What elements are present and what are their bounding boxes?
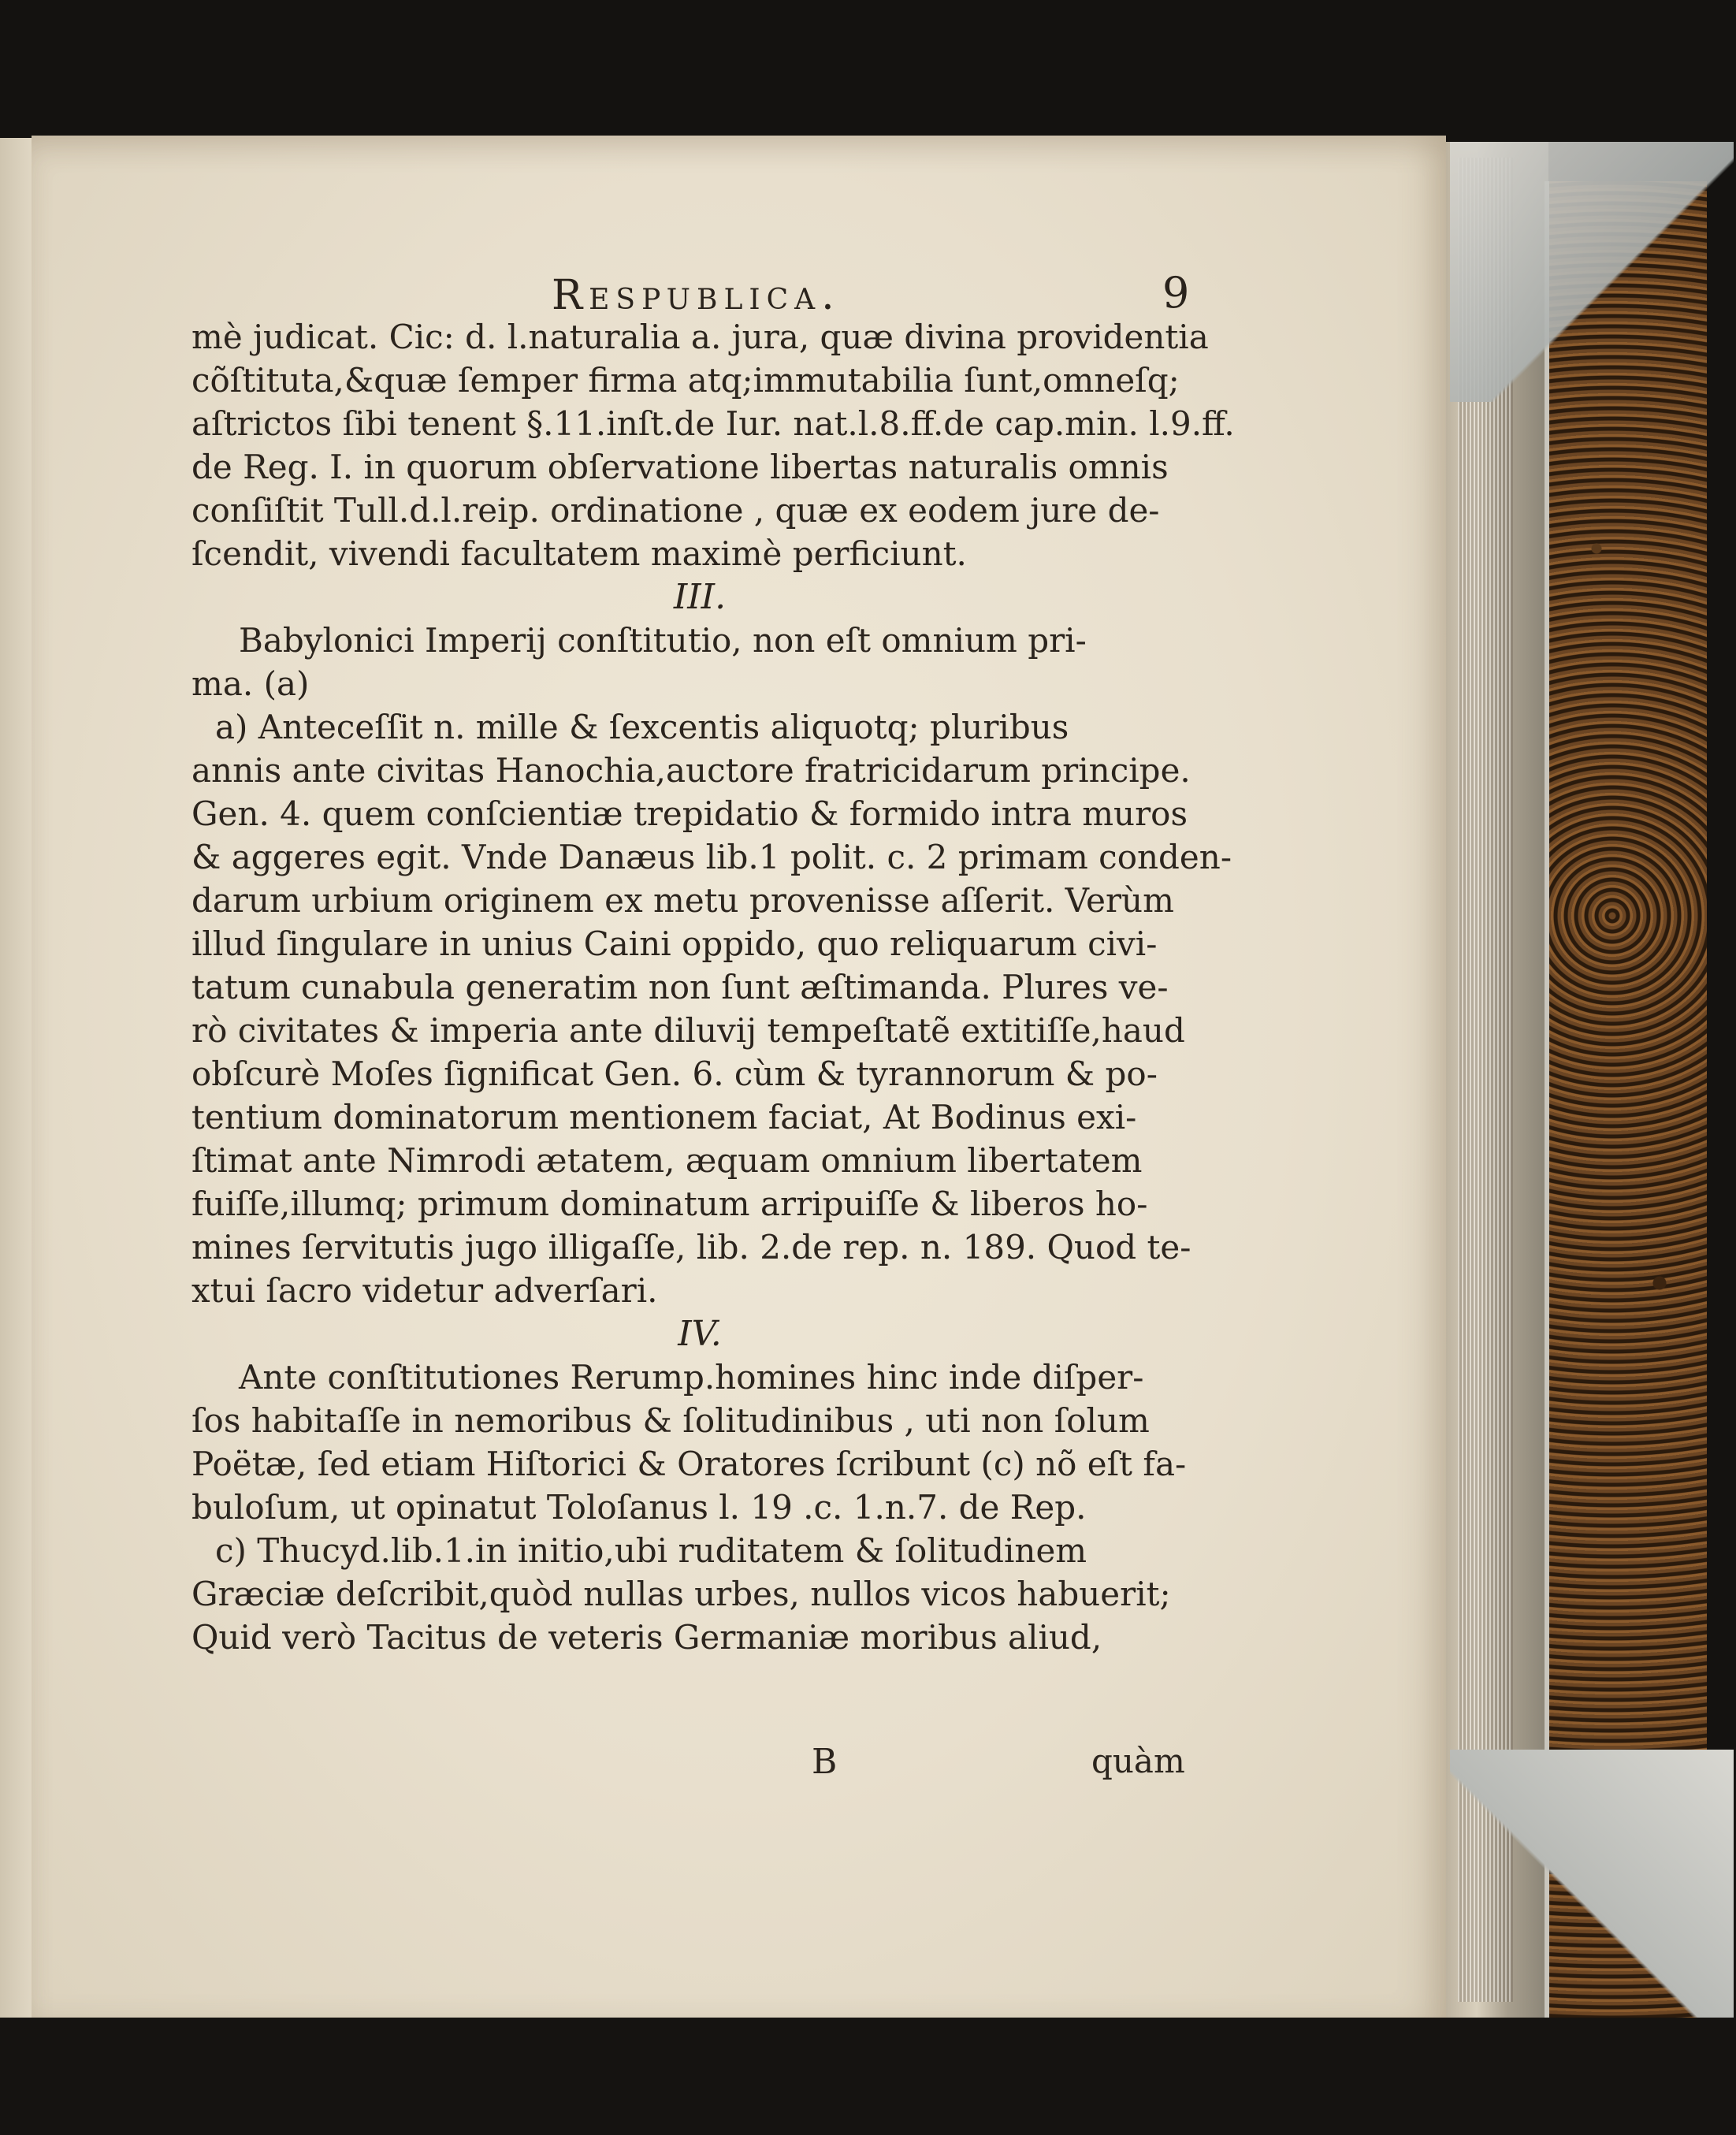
text-line: buloſum, ut opinatut Toloſanus l. 19 .c. 1.n.7. de Rep. [191,1488,1087,1527]
text-line: ſcendit, vivendi facultatem maximè perficiunt. [191,534,967,573]
note-line: xtui ſacro videtur adverſari. [191,1271,658,1310]
text-line: Babylonici Imperij conſtitutio, non eſt omnium pri- [239,621,1087,660]
note-line: fuiſſe,illumq; primum dominatum arripuiſſe & liberos ho- [191,1185,1148,1223]
text-line: Ante conſtitutiones Rerump.homines hinc inde diſper- [239,1358,1144,1397]
running-title: Respublica. [552,272,841,319]
note-line: illud ſingulare in unius Caini oppido, quo reliquarum civi- [191,924,1158,963]
text-line: ſos habitaſſe in nemoribus & ſolitudinibus , uti non ſolum [191,1401,1150,1440]
page-edge-lines [1458,158,1513,2002]
note-line: & aggeres egit. Vnde Danæus lib.1 polit. c. 2 primam conden- [191,838,1232,876]
note-line: a) Anteceſſit n. mille & ſexcentis aliquotq; pluribus [215,708,1069,746]
text-line: de Reg. I. in quorum obſervatione libertas naturalis omnis [191,448,1169,486]
bottom-shadow [0,2018,1736,2135]
page-text [191,315,1235,1659]
signature-mark: B [812,1742,838,1782]
marbled-cover [1545,181,1707,2018]
section-heading-iv: IV. [678,1314,722,1354]
note-line: obſcurè Moſes ſignificat Gen. 6. cùm & tyrannorum & po- [191,1054,1158,1093]
catchword: quàm [1091,1742,1185,1780]
text-line: ma. (a) [191,664,310,703]
note-line: Quid verò Tacitus de veteris Germaniæ moribus aliud, [191,1618,1102,1657]
note-line: mines ſervitutis jugo illigaſſe, lib. 2.de rep. n. 189. Quod te- [191,1228,1191,1266]
note-line: tatum cunabula generatim non ſunt æſtimanda. Plures ve- [191,968,1169,1006]
note-line: ſtimat ante Nimrodi ætatem, æquam omnium libertatem [191,1141,1143,1180]
text-line: mè judicat. Cic: d. l.naturalia a. jura, quæ divina providentia [191,318,1209,356]
note-line: c) Thucyd.lib.1.in initio,ubi ruditatem & ſolitudinem [215,1531,1087,1570]
text-line: conſiſtit Tull.d.l.reip. ordinatione , quæ ex eodem jure de- [191,491,1160,530]
page-number: 9 [1162,268,1190,318]
note-line: darum urbium originem ex metu provenisse aſſerit. Verùm [191,881,1174,920]
note-line: tentium dominatorum mentionem faciat, At Bodinus exi- [191,1098,1137,1136]
note-line: annis ante civitas Hanochia,auctore fratricidarum principe. [191,751,1191,790]
text-line: cõſtituta,&quæ ſemper firma atq;immutabilia ſunt,omneſq; [191,361,1180,400]
cover-corner-top [1450,142,1734,402]
note-line: Græciæ deſcribit,quòd nullas urbes, nullos vicos habuerit; [191,1575,1171,1613]
text-line: aſtrictos ſibi tenent §.11.inſt.de Iur. nat.l.8.ff.de cap.min. l.9.ff. [191,404,1235,443]
text-line: Poëtæ, ſed etiam Hiſtorici & Oratores ſcribunt (c) nõ eſt fa- [191,1445,1187,1483]
section-heading-iii: III. [673,577,727,617]
note-line: Gen. 4. quem conſcientiæ trepidatio & formido intra muros [191,794,1188,833]
left-page-edge [0,138,35,2029]
cover-corner-bottom [1450,1750,1734,2018]
note-line: rò civitates & imperia ante diluvij tempeſtatẽ extitiſſe,haud [191,1011,1185,1050]
